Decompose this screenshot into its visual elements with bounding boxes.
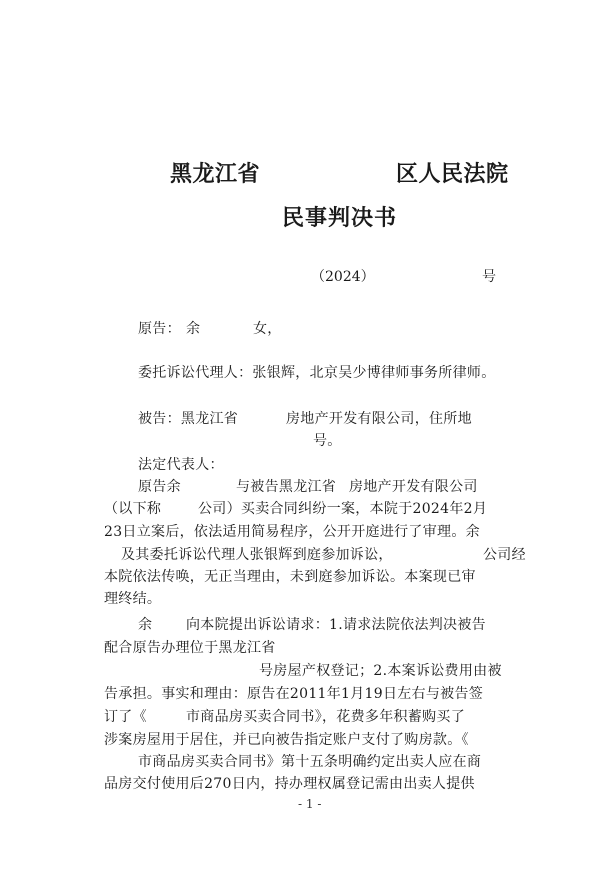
defendant-line-1a: 被告：黑龙江省 (138, 411, 239, 427)
legal-representative-line: 法定代表人： (138, 457, 224, 473)
defendant-line-2: 号。 (313, 433, 342, 449)
para1-line1c: 房地产开发有限公司 (349, 479, 478, 495)
page-number: - 1 - (298, 797, 322, 811)
para2-line1a: 余 (138, 617, 153, 633)
para3-line1: 市商品房买卖合同书》第十五条明确约定出卖人应在商 (138, 754, 482, 770)
para1-line1b: 与被告黑龙江省 (236, 479, 337, 495)
para2-line5a: 订了《 (104, 709, 147, 725)
para1-line2a: （以下称 (104, 501, 162, 517)
para2-line4: 告承担。事实和理由：原告在2011年1月19日左右与被告签 (104, 686, 484, 702)
para2-line5b: 市商品房买卖合同书》，花费多年积蓄购买了 (186, 709, 465, 725)
para2-line1b: 向本院提出诉讼请求：1.请求法院依法判决被告 (186, 617, 486, 633)
document-type-title: 民事判决书 (282, 205, 398, 231)
case-number-year: （2024） (311, 269, 375, 285)
para3-line2: 品房交付使用后270日内，持办理权属登记需由出卖人提供 (104, 776, 475, 792)
para1-line2b: 公司）买卖合同纠纷一案，本院于2024年2月 (198, 501, 488, 517)
para2-line2: 配合原告办理位于黑龙江省 (104, 640, 276, 656)
plaintiff-gender: 女， (253, 321, 282, 337)
court-name-left: 黑龙江省 (170, 161, 261, 187)
para1-line4a: 及其委托诉讼代理人张银辉到庭参加诉讼， (121, 547, 393, 563)
para1-line4b: 公司经 (483, 547, 526, 563)
para1-line3: 23日立案后，依法适用简易程序，公开开庭进行了审理。余 (104, 524, 480, 540)
plaintiff-label: 原告： (138, 321, 181, 337)
agent-line: 委托诉讼代理人：张银辉，北京吴少博律师事务所律师。 (138, 365, 496, 381)
para2-line6: 涉案房屋用于居住，并已向被告指定账户支付了购房款。《 (104, 732, 469, 748)
para1-line5: 本院依法传唤，无正当理由，未到庭参加诉讼。本案现已审 (104, 569, 476, 585)
case-number-suffix: 号 (482, 269, 496, 285)
para2-line3: 号房屋产权登记；2.本案诉讼费用由被 (259, 663, 502, 679)
court-name-right: 区人民法院 (396, 161, 509, 187)
para1-line6: 理终结。 (104, 591, 162, 607)
plaintiff-name: 余 (186, 321, 201, 337)
defendant-line-1b: 房地产开发有限公司，住所地 (286, 411, 472, 427)
para1-line1a: 原告余 (138, 479, 181, 495)
